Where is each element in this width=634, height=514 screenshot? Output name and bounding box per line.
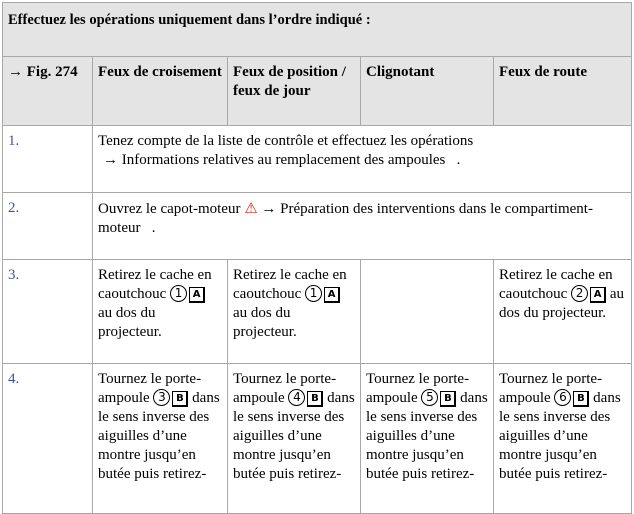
callout-circle: 6 (554, 389, 571, 406)
cell-clignotant (361, 364, 494, 514)
cell-feux-position (228, 364, 361, 514)
figure-callout-a: A (324, 287, 340, 303)
cell-text: dans le sens inverse des aiguilles d’une montre jusqu’en butée puis retirez- (98, 390, 220, 482)
procedure-table (2, 2, 632, 514)
suffix-dot: . (456, 152, 461, 168)
step-row (3, 193, 632, 260)
cell-text: Tournez le porte-ampoule (366, 371, 470, 406)
figure-callout-b: B (573, 391, 589, 407)
cell-text: Tournez le porte-ampoule (499, 371, 603, 406)
cell-text: Retirez le cache en caoutchouc (233, 267, 347, 302)
cell-clignotant (361, 260, 494, 364)
cell-text: au dos du projecteur. (98, 305, 162, 340)
preparation-link[interactable]: → Préparation des interventions dans le compartiment-moteur (98, 201, 593, 236)
header-feux-route: Feux de route (494, 57, 632, 126)
title-row (3, 3, 632, 57)
callout-circle: 1 (170, 285, 187, 302)
info-link-line (98, 151, 626, 170)
cell-text: au dos du projecteur. (499, 286, 624, 321)
step-row (3, 364, 632, 514)
step-row (3, 126, 632, 193)
step-content (93, 193, 632, 260)
figure-callout-b: B (172, 391, 188, 407)
header-clignotant: Clignotant (361, 57, 494, 126)
figure-callout-b: B (440, 391, 456, 407)
cell-text: Retirez le cache en caoutchouc (98, 267, 212, 302)
figure-reference-header: → Fig. 274 (3, 57, 93, 126)
callout-circle: 2 (571, 285, 588, 302)
step-text: Tenez compte de la liste de contrôle et effectuez les opérations (98, 133, 474, 149)
cell-text: dans le sens inverse des aiguilles d’une montre jusqu’en butée puis retirez- (366, 390, 488, 482)
callout-circle: 5 (421, 389, 438, 406)
cell-feux-route (494, 364, 632, 514)
callout-circle: 3 (153, 389, 170, 406)
step-number: 2. (3, 193, 93, 260)
figure-callout-a: A (590, 287, 606, 303)
step-number: 4. (3, 364, 93, 514)
instruction-title: Effectuez les opérations uniquement dans l’ordre indiqué : (3, 3, 632, 57)
step-row (3, 260, 632, 364)
cell-feux-croisement (93, 260, 228, 364)
info-link[interactable]: → Informations relatives au remplacement des ampoules (103, 152, 446, 168)
figure-callout-b: B (307, 391, 323, 407)
cell-feux-position (228, 260, 361, 364)
cell-text: au dos du projecteur. (233, 305, 297, 340)
cell-feux-croisement (93, 364, 228, 514)
step-content (93, 126, 632, 193)
header-feux-position: Feux de position / feux de jour (228, 57, 361, 126)
suffix-dot: . (151, 220, 156, 236)
cell-feux-route (494, 260, 632, 364)
header-feux-croisement: Feux de croisement (93, 57, 228, 126)
step-number: 3. (3, 260, 93, 364)
warning-triangle-icon[interactable]: ⚠ (244, 199, 258, 217)
step-text: Ouvrez le capot-moteur (98, 201, 241, 217)
cell-text: dans le sens inverse des aiguilles d’une montre jusqu’en butée puis retirez- (499, 390, 621, 482)
figure-callout-a: A (189, 287, 205, 303)
cell-text: Tournez le porte-ampoule (98, 371, 202, 406)
header-row (3, 57, 632, 126)
callout-circle: 4 (288, 389, 305, 406)
callout-circle: 1 (305, 285, 322, 302)
cell-text: dans le sens inverse des aiguilles d’une montre jusqu’en butée puis retirez- (233, 390, 355, 482)
cell-text: Tournez le porte-ampoule (233, 371, 337, 406)
cell-text: Retirez le cache en caoutchouc (499, 267, 613, 302)
step-number: 1. (3, 126, 93, 193)
